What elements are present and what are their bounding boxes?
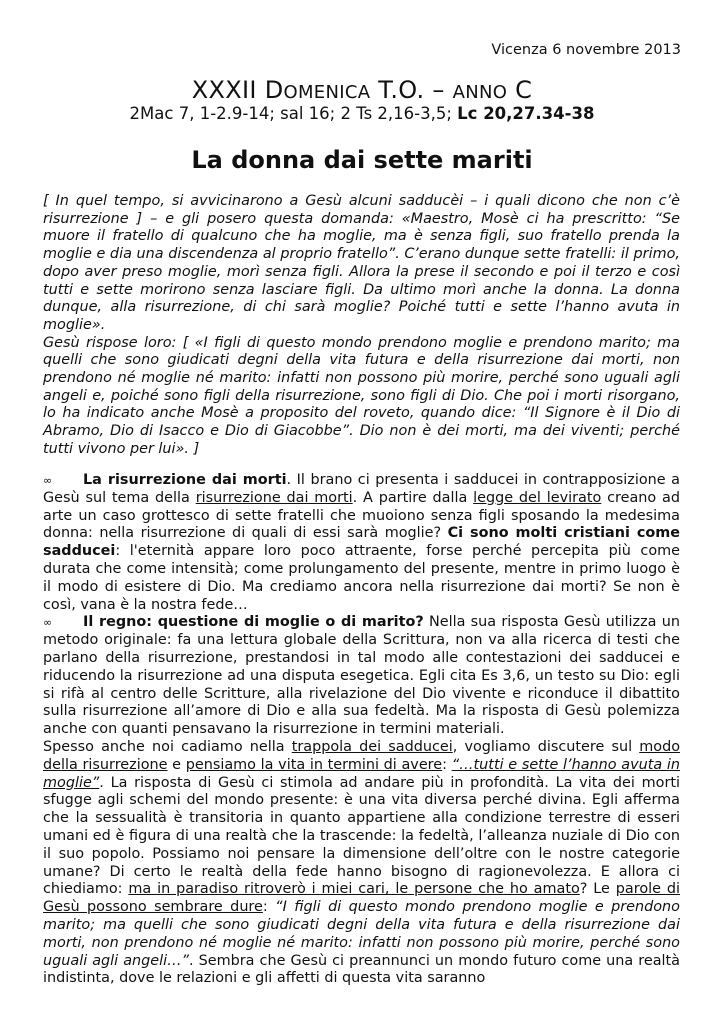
commentary-text	[43, 472, 680, 988]
underlined-text: pensiamo la vita in termini di avere	[185, 756, 443, 773]
underlined-text: legge del levirato	[473, 489, 602, 506]
title-part: C	[507, 76, 533, 104]
gospel-paragraph: Gesù rispose loro: [ «I figli di questo mondo prendono moglie e prendono marito; ma quelli che sono giudicati degni della vita futura e della risurrezione dai morti, non prendono né moglie né marito: infatti non possono più morire, perché sono uguali agli angeli e, poiché sono figli della risurrezione, sono figli di Dio. Che poi i morti risorgano, lo ha indicato anche Mosè a proposito del roveto, quando dice: “Il Signore è il Dio di Abramo, Dio di Isacco e Dio di Giacobbe”. Dio non è dei morti, ma dei viventi; perché tutti vivono per lui». ]	[43, 334, 680, 457]
text-run: Nella sua risposta Gesù utilizza un metodo originale: fa una lettura globale della Scrittura, non va alla ricerca di testi che parlano della risurrezione, prestandosi in tal modo alle contestazioni dei sadducei e riducendo la risurrezione ad una disputa esegetica. Egli cita Es 3,6, un testo su Dio: egli si rifà al centro delle Scritture, alla rivelazione del Dio vivente e riconduce il dibattito sulla risurrezione all’amore di Dio e alla sua fedeltà. Ma la risposta di Gesù polemizza anche con quanti pensavano la risurrezione in termini materiali.	[43, 614, 680, 738]
section-paragraph	[43, 614, 680, 739]
text-run: e	[167, 756, 186, 773]
title-part: XXXII D	[191, 76, 284, 104]
gospel-paragraph: [ In quel tempo, si avvicinarono a Gesù alcuni sadducèi – i quali dicono che non c’è risurrezione ] – e gli posero questa domanda: «Maestro, Mosè ci ha prescritto: “Se muore il fratello di qualcuno che ha moglie, ma è senza figli, suo fratello prenda la moglie e dia una discendenza al proprio fratello”. C’erano dunque sette fratelli: il primo, dopo aver preso moglie, morì senza figli. Allora la prese il secondo e poi il terzo e così tutti e sette morirono senza lasciare figli. Da ultimo morì anche la donna. La donna dunque, alla risurrezione, di chi sarà moglie? Poiché tutti e sette l’hanno avuta in moglie».	[43, 193, 680, 333]
underlined-text: trappola dei sadducei	[291, 738, 453, 755]
infinity-bullet-icon: ∞	[43, 474, 53, 487]
text-run: :	[262, 899, 276, 916]
bold-text: Ci sono molti cristiani come sadducei	[43, 525, 680, 560]
text-run: creano ad arte un caso grottesco di sette fratelli che muoiono senza figli sposando la medesima donna: nella risurrezione di quali di essi sarà moglie?	[43, 489, 680, 542]
section-title: La risurrezione dai morti	[83, 472, 287, 488]
infinity-bullet-icon: ∞	[43, 616, 53, 630]
underlined-text: parole di Gesù possono sembrare dure	[43, 881, 680, 916]
text-run: . La risposta di Gesù ci stimola ad andare più in profondità. La vita dei morti sfugge agli schemi del mondo presente: è una vita diversa perché divina. Egli afferma che la sessualità è transitoria in quanto appartiene alla condizione terrestre di esseri umani ed è figura di una realtà che la trascende: la fedeltà, l’alleanza nuziale di Dio con il suo popolo. Possiamo noi pensare la dimensione dell’oltre con le nostre categorie umane? Di certo le realtà della fede hanno bisogno di ragionevolezza. E allora ci chiediamo:	[43, 774, 680, 898]
document-title	[0, 76, 724, 104]
text-run: . A partire dalla	[352, 489, 474, 506]
italic-quote: “…tutti e sette l’hanno avuta in moglie”	[43, 756, 680, 791]
text-run: : l'eternità appare loro poco attraente, forse perché percepita più come durata che come intensità; come prolungamento del presente, mentre in primo luogo è il modo di esistere di Dio. Ma crediamo ancora nella risurrezione dai morti? Se non è così, vana è la nostra fede…	[43, 543, 680, 613]
text-run: , vogliamo discutere sul	[452, 738, 640, 755]
refs-plain: 2Mac 7, 1-2.9-14; sal 16; 2 Ts 2,16-3,5;	[129, 104, 458, 123]
text-run: :	[442, 756, 452, 773]
text-run: ? Le	[579, 881, 616, 898]
text-run: . Sembra che Gesù ci preannunci un mondo futuro come una realtà indistinta, dove le relazioni e gli affetti di questa vita saranno	[43, 952, 680, 987]
text-run: Spesso anche noi cadiamo nella	[43, 738, 292, 755]
document-heading: La donna dai sette mariti	[191, 146, 533, 174]
underlined-text: risurrezione dai morti	[195, 489, 353, 506]
underlined-text: ma in paradiso ritroverò i miei cari, le persone che ho amato	[128, 881, 580, 898]
title-part: T.O. –	[370, 76, 453, 104]
underlined-text: modo della risurrezione	[43, 738, 681, 773]
section-paragraph	[43, 472, 680, 614]
section-paragraph	[43, 739, 680, 988]
scripture-references	[0, 104, 724, 123]
section-title: Il regno: questione di moglie o di marito?	[83, 614, 424, 631]
title-smallcaps: OMENICA	[283, 82, 371, 103]
refs-gospel: Lc 20,27.34-38	[457, 104, 595, 123]
text-run: . Il brano ci presenta i sadducei in contrapposizione a Gesù sul tema della	[43, 472, 680, 506]
title-smallcaps: ANNO	[452, 82, 508, 103]
italic-quote: “I figli di questo mondo prendono moglie e prendono marito; ma quelli che sono giudicati degni della vita futura e della risurrezione dai morti, non prendono né moglie né marito: infatti non possono più morire, perché sono uguali agli angeli…”	[43, 899, 680, 969]
document-date: Vicenza 6 novembre 2013	[491, 42, 681, 58]
gospel-text	[43, 193, 680, 459]
